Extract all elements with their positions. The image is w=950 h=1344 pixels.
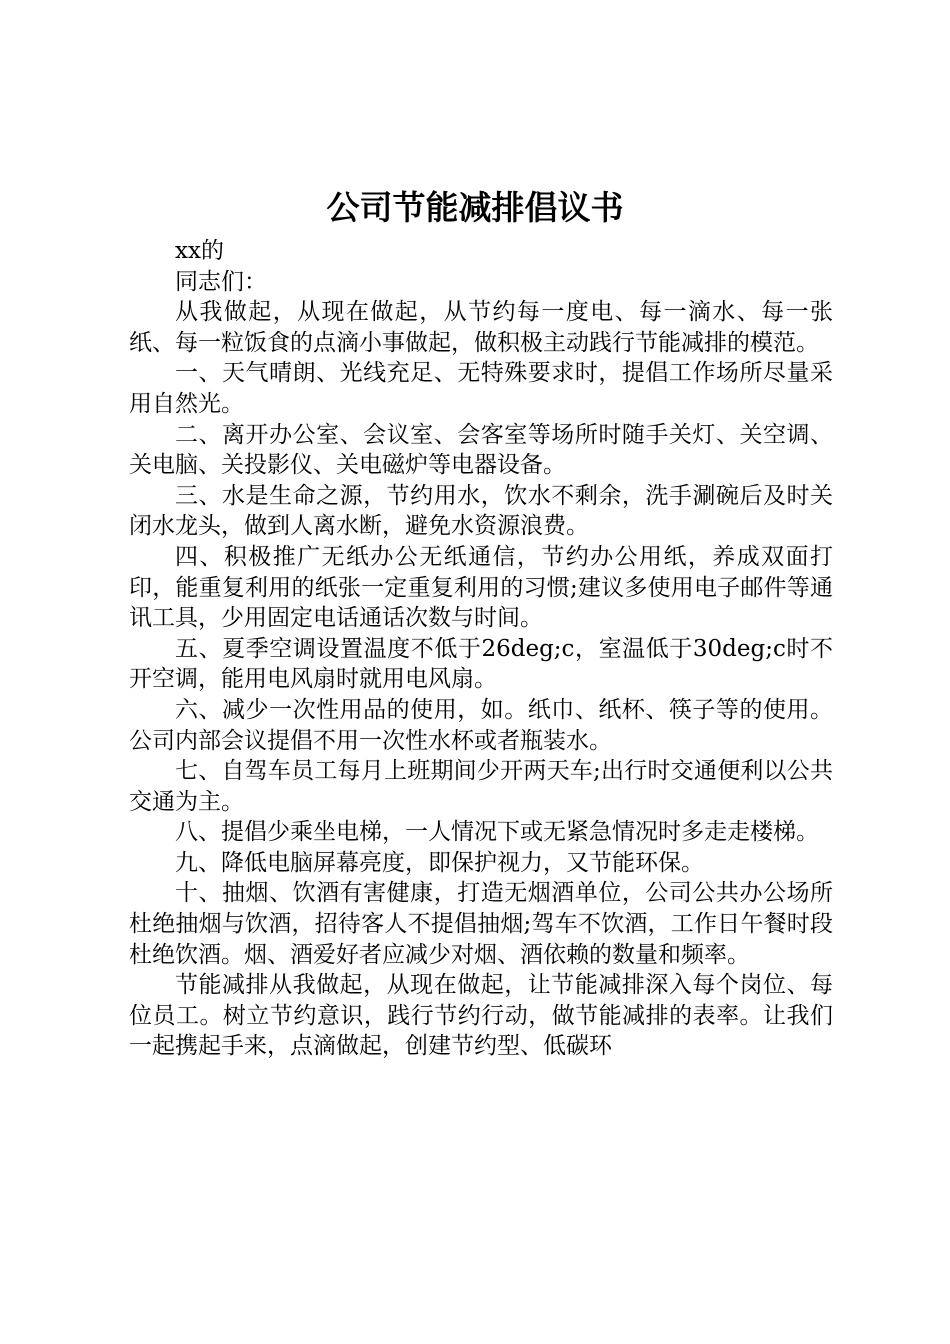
- item-paragraph-6: 六、减少一次性用品的使用，如。纸巾、纸杯、筷子等的使用。公司内部会议提倡不用一次性水杯或者瓶装水。: [129, 696, 833, 754]
- closing-paragraph: 节能减排从我做起，从现在做起，让节能减排深入每个岗位、每位员工。树立节约意识，践行节约行动，做节能减排的表率。让我们一起携起手来，点滴做起，创建节约型、低碳环: [129, 972, 833, 1060]
- item-paragraph-4: 四、积极推广无纸办公无纸通信，节约办公用纸，养成双面打印，能重复利用的纸张一定重复利用的习惯;建议多使用电子邮件等通讯工具，少用固定电话通话次数与时间。: [129, 543, 833, 632]
- item-paragraph-5: 五、夏季空调设置温度不低于26deg;c，室温低于30deg;c时不开空调，能用电风扇时就用电风扇。: [129, 635, 833, 693]
- document-body: [129, 236, 833, 1062]
- intro-paragraph: 从我做起，从现在做起，从节约每一度电、每一滴水、每一张纸、每一粒饭食的点滴小事做起，做积极主动践行节能减排的模范。: [129, 299, 833, 356]
- item-paragraph-7: 七、自驾车员工每月上班期间少开两天车;出行时交通便利以公共交通为主。: [129, 758, 833, 815]
- item-paragraph-10: 十、抽烟、饮酒有害健康，打造无烟酒单位，公司公共办公场所杜绝抽烟与饮酒，招待客人不提倡抽烟;驾车不饮酒，工作日午餐时段杜绝饮酒。烟、酒爱好者应减少对烟、酒依赖的数量和频率。: [129, 880, 833, 968]
- item-paragraph-9: 九、降低电脑屏幕亮度，即保护视力，又节能环保。: [175, 849, 704, 876]
- item-paragraph-1: 一、天气晴朗、光线充足、无特殊要求时，提倡工作场所尽量采用自然光。: [129, 360, 833, 417]
- salutation-line: xx的: [175, 238, 224, 264]
- document-title: 公司节能减排倡议书: [326, 188, 624, 227]
- item-paragraph-8: 八、提倡少乘坐电梯，一人情况下或无紧急情况时多走走楼梯。: [175, 819, 819, 846]
- item-paragraph-2: 二、离开办公室、会议室、会客室等场所时随手关灯、关空调、关电脑、关投影仪、关电磁炉等电器设备。: [129, 421, 833, 479]
- greeting-line: 同志们：: [175, 268, 267, 295]
- item-paragraph-3: 三、水是生命之源，节约用水，饮水不剩余，洗手涮碗后及时关闭水龙头，做到人离水断，避免水资源浪费。: [129, 482, 833, 540]
